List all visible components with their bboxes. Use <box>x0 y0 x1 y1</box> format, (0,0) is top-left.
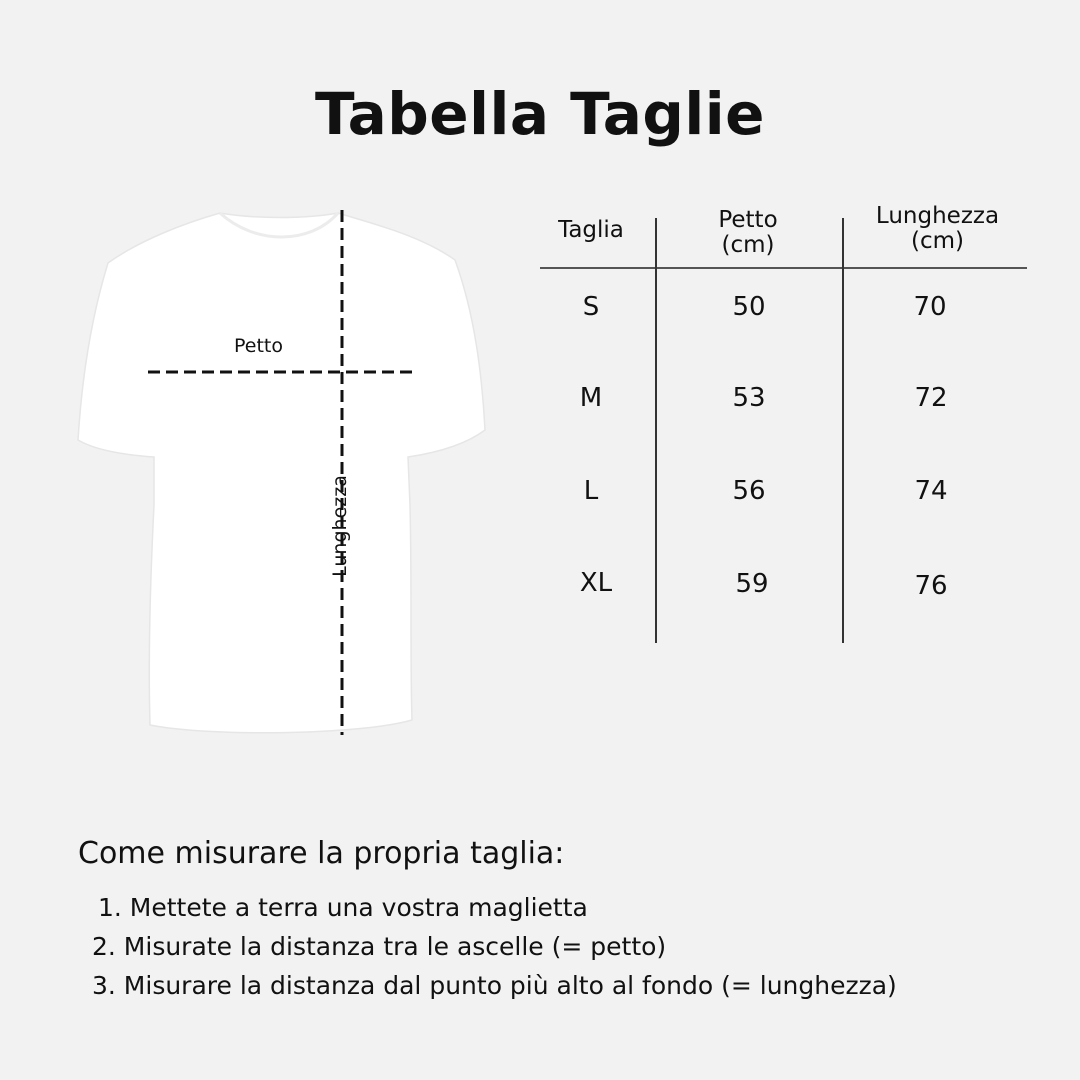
chest-cell: 50 <box>732 292 766 322</box>
list-item: 3. Misurare la distanza dal punto più alto al fondo (= lunghezza) <box>92 971 897 1000</box>
size-cell: L <box>583 476 599 506</box>
list-item: 1. Mettete a terra una vostra maglietta <box>98 893 588 922</box>
column-divider <box>842 218 844 643</box>
tshirt-icon <box>70 205 500 745</box>
length-cell: 74 <box>914 476 948 506</box>
tshirt-diagram <box>70 205 500 745</box>
length-cell: 76 <box>914 571 948 601</box>
header-chest: Petto (cm) <box>718 207 778 258</box>
chest-cell: 59 <box>735 569 769 599</box>
instructions-list <box>92 888 897 1005</box>
header-length: Lunghezza (cm) <box>875 203 1000 254</box>
page-title: Tabella Taglie <box>314 80 765 148</box>
chest-label: Petto <box>234 335 283 357</box>
length-label: Lunghezza <box>329 475 351 577</box>
size-cell: M <box>579 383 603 413</box>
size-cell: S <box>582 292 600 322</box>
instructions-heading: Come misurare la propria taglia: <box>78 836 565 871</box>
length-cell: 70 <box>913 292 947 322</box>
chest-cell: 56 <box>732 476 766 506</box>
size-cell: XL <box>579 568 613 598</box>
chest-cell: 53 <box>732 383 766 413</box>
header-divider <box>540 267 1027 269</box>
size-table <box>540 200 1030 645</box>
header-size: Taglia <box>558 217 624 243</box>
length-cell: 72 <box>914 383 948 413</box>
list-item: 2. Misurate la distanza tra le ascelle (= petto) <box>92 932 667 961</box>
